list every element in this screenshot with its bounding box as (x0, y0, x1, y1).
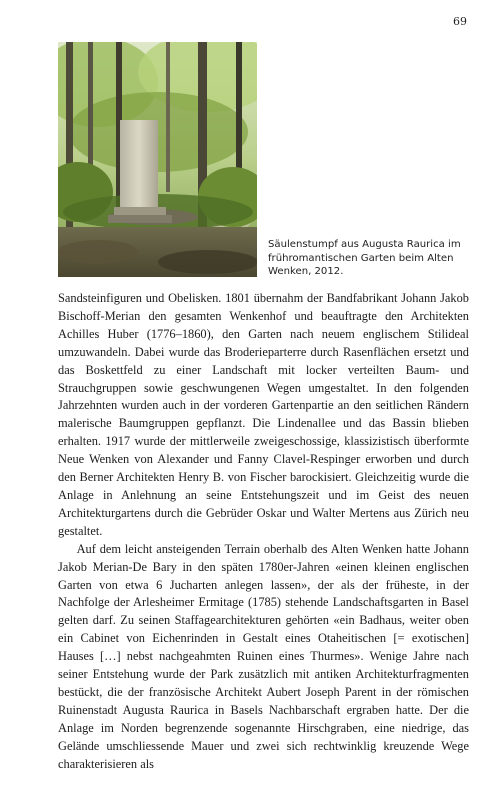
body-text (58, 290, 469, 773)
figure-caption: Säulenstumpf aus Augusta Raurica im frühromantischen Garten beim Alten Wenken, 2012. (268, 239, 461, 278)
page-number: 69 (453, 15, 467, 28)
body-paragraph: Auf dem leicht ansteigenden Terrain oberhalb des Alten Wenken hatte Johann Jakob Merian-De Bary in den späten 1780er-Jahren «einen kleinen englischen Garten von etwa 6 Jucharten anlegen lassen», der als der früheste, in der Nachfolge der Arlesheimer Ermitage (1785) stehende Landschaftsgarten in Basel gelten darf. Zu seinen Staffagearchitekturen gehörten «ein Badhaus, weiter oben ein Cabinet von Eichenrinden in Gestalt eines Otaheitischen [= exotischen] Hauses […] nebst nachgeahmten Ruinen eines Thurmes». Wenige Jahre nach seiner Entstehung wurde der Park zusätzlich mit antiken Architekturfragmenten bestückt, die der französische Architekt Aubert Joseph Parent in der römischen Ruinenstadt Augusta Raurica in Basels Nachbarschaft ergraben hatte. Der die Anlage im Norden begrenzende sogenannte Hirschgraben, eine niedrige, das Gelände umschliessende Mauer und zwei sich rechtwinklig kreuzende Wege charakterisieren als (58, 541, 469, 771)
column-stump-photo (58, 42, 257, 277)
body-paragraph: Sandsteinfiguren und Obelisken. 1801 übernahm der Bandfabrikant Johann Jakob Bischoff-Merian den gesamten Wenkenhof und beauftragte den Architekten Achilles Huber (1776–1860), den Garten nach neuem englischem Stilideal umzuwandeln. Dabei wurde das Broderieparterre durch Rasenflächen ersetzt und das Boskettfeld zu einer Landschaft mit locker verteilten Baum- und Strauchgruppen sowie geschwungenen Wegen umgestaltet. In den folgenden Jahrzehnten wurden auch in der vorderen Gartenpartie an den seitlichen Rändern malerische Baumgruppen gepflanzt. Die Lindenallee und das Bassin blieben erhalten. 1917 wurde der mittlerweile zweigeschossige, klassizistisch überformte Neue Wenken von Alexander und Fanny Clavel-Respinger erworben und durch den Berner Architekten Henry B. von Fischer barockisiert. Gleichzeitig wurde die Anlage in Anlehnung an seine Entstehungszeit und im Geist des neuen Architekturgartens durch die Gebrüder Oskar und Walter Mertens aus Zürich neu gestaltet. (58, 291, 469, 538)
